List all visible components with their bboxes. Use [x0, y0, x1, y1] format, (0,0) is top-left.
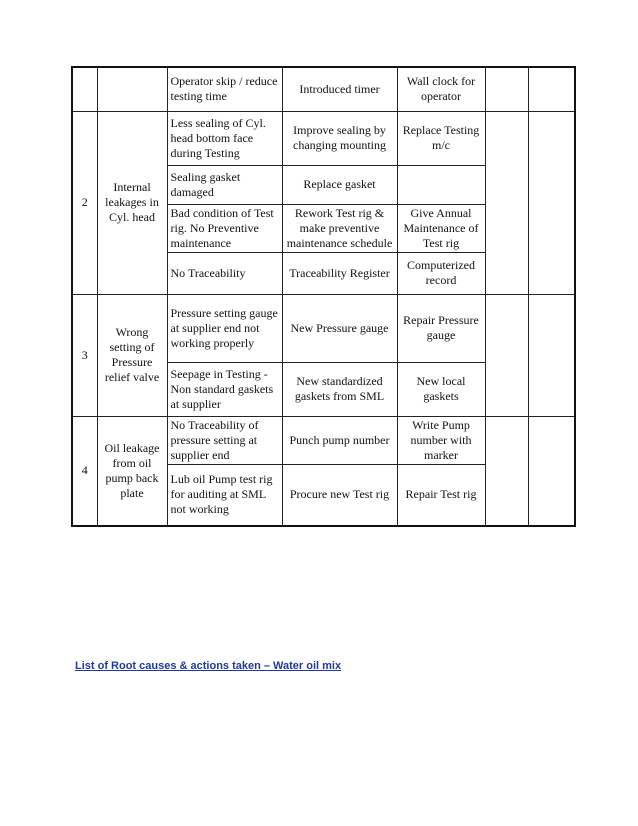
permanent-action-cell: Repair Test rig	[397, 464, 485, 526]
cause-cell: No Traceability of pressure setting at supplier end	[167, 416, 282, 464]
empty-cell	[528, 111, 575, 294]
permanent-action-cell: Replace Testing m/c	[397, 111, 485, 165]
empty-cell	[485, 294, 528, 416]
table-cell-problem: Wrong setting of Pressure relief valve	[97, 294, 167, 416]
action-cell: Traceability Register	[282, 252, 397, 294]
cause-cell: No Traceability	[167, 252, 282, 294]
cause-cell: Bad condition of Test rig. No Preventive maintenance	[167, 204, 282, 252]
action-cell: Introduced timer	[282, 67, 397, 111]
cause-cell: Operator skip / reduce testing time	[167, 67, 282, 111]
empty-cell	[485, 67, 528, 111]
permanent-action-cell	[397, 165, 485, 204]
table-cell-problem	[97, 67, 167, 111]
cause-cell: Pressure setting gauge at supplier end not working properly	[167, 294, 282, 362]
permanent-action-cell: Write Pump number with marker	[397, 416, 485, 464]
action-cell: New standardized gaskets from SML	[282, 362, 397, 416]
empty-cell	[485, 111, 528, 294]
action-cell: New Pressure gauge	[282, 294, 397, 362]
empty-cell	[528, 67, 575, 111]
permanent-action-cell: New local gaskets	[397, 362, 485, 416]
cause-cell: Sealing gasket damaged	[167, 165, 282, 204]
table-cell-no: 2	[72, 111, 97, 294]
permanent-action-cell: Wall clock for operator	[397, 67, 485, 111]
empty-cell	[528, 294, 575, 416]
cause-cell: Seepage in Testing - Non standard gaskets at supplier	[167, 362, 282, 416]
action-cell: Rework Test rig & make preventive maintenance schedule	[282, 204, 397, 252]
table-cell-no	[72, 67, 97, 111]
cause-cell: Less sealing of Cyl. head bottom face during Testing	[167, 111, 282, 165]
permanent-action-cell: Repair Pressure gauge	[397, 294, 485, 362]
permanent-action-cell: Give Annual Maintenance of Test rig	[397, 204, 485, 252]
permanent-action-cell: Computerized record	[397, 252, 485, 294]
table-caption: List of Root causes & actions taken – Water oil mix	[75, 660, 342, 672]
action-cell: Replace gasket	[282, 165, 397, 204]
table-cell-problem: Internal leakages in Cyl. head	[97, 111, 167, 294]
empty-cell	[485, 416, 528, 526]
empty-cell	[528, 416, 575, 526]
action-cell: Procure new Test rig	[282, 464, 397, 526]
root-cause-table	[71, 66, 576, 527]
table-cell-no: 3	[72, 294, 97, 416]
table-row	[72, 111, 575, 165]
table-row	[72, 294, 575, 362]
action-cell: Punch pump number	[282, 416, 397, 464]
table-row	[72, 416, 575, 464]
action-cell: Improve sealing by changing mounting	[282, 111, 397, 165]
table-row	[72, 67, 575, 111]
cause-cell: Lub oil Pump test rig for auditing at SML not working	[167, 464, 282, 526]
table-cell-no: 4	[72, 416, 97, 526]
table-cell-problem: Oil leakage from oil pump back plate	[97, 416, 167, 526]
